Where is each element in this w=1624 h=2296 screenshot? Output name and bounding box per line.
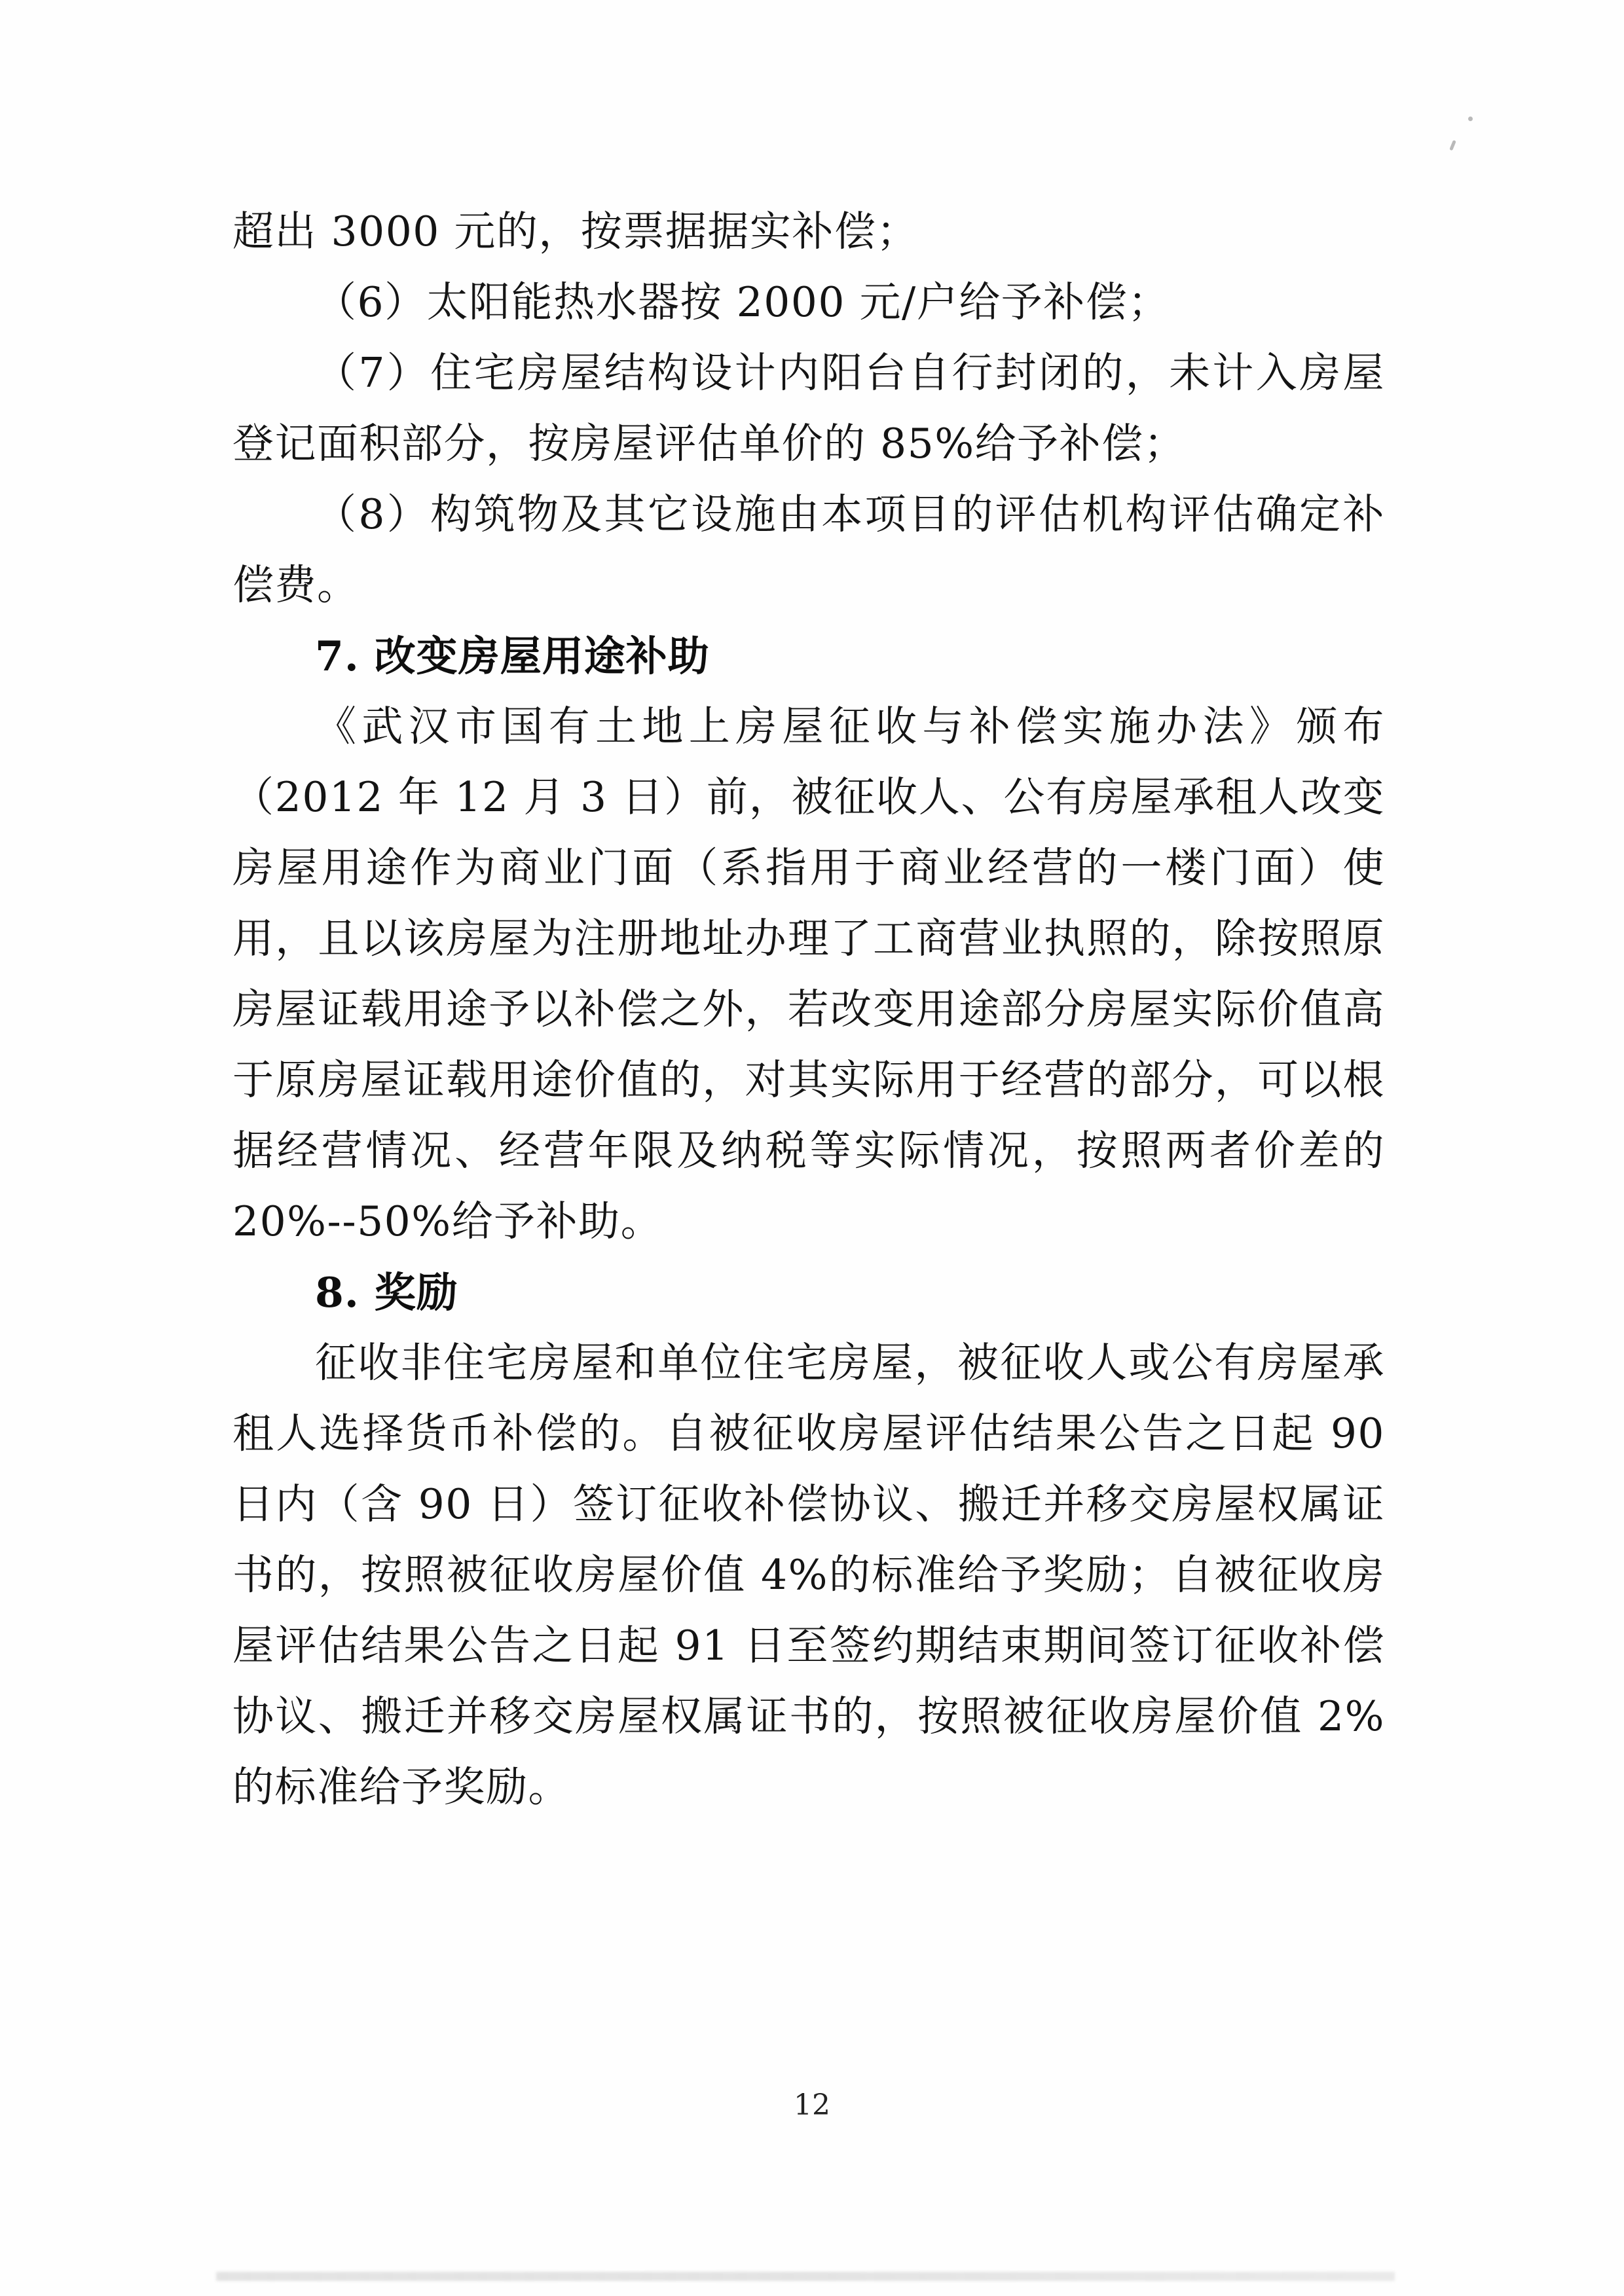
paragraph-item-6: （6）太阳能热水器按 2000 元/户给予补偿；: [315, 278, 1170, 326]
paragraph-continuation: 超出 3000 元的，按票据据实补偿；: [232, 208, 919, 255]
paper-mark-icon: [1449, 140, 1456, 151]
section-heading-7: 7. 改变房屋用途补助: [315, 632, 710, 680]
paragraph-item-7: （7）住宅房屋结构设计内阳台自行封闭的，未计入房屋登记面积部分，按房屋评估单价的 85%给予补偿；: [232, 349, 1385, 467]
page-edge-shadow: [216, 2272, 1395, 2281]
paragraph-item-8: （8）构筑物及其它设施由本项目的评估机构评估确定补偿费。: [232, 490, 1385, 609]
document-body: [232, 196, 1399, 1823]
page-number: 12: [794, 2088, 830, 2122]
paragraph-section-7-body: 《武汉市国有土地上房屋征收与补偿实施办法》颁布（2012 年 12 月 3 日）前，被征收人、公有房屋承租人改变房屋用途作为商业门面（系指用于商业经营的一楼门面）使用，且以该房屋为注册地址办理了工商营业执照的，除按照原房屋证载用途予以补偿之外，若改变用途部分房屋实际价值高于原房屋证载用途价值的，对其实际用于经营的部分，可以根据经营情况、经营年限及纳税等实际情况，按照两者价差的 20%--50%给予补助。: [232, 702, 1399, 1245]
paragraph-section-8-body: 征收非住宅房屋和单位住宅房屋，被征收人或公有房屋承租人选择货币补偿的。自被征收房屋评估结果公告之日起 90 日内（含 90 日）签订征收补偿协议、搬迁并移交房屋权属证书的，按照被征收房屋价值 4%的标准给予奖励；自被征收房屋评估结果公告之日起 91 日至签约期结束期间签订征收补偿协议、搬迁并移交房屋权属证书的，按照被征收房屋价值 2%的标准给予奖励。: [232, 1339, 1399, 1811]
paper-speck-icon: [1468, 117, 1473, 121]
section-heading-8: 8. 奖励: [315, 1268, 458, 1317]
